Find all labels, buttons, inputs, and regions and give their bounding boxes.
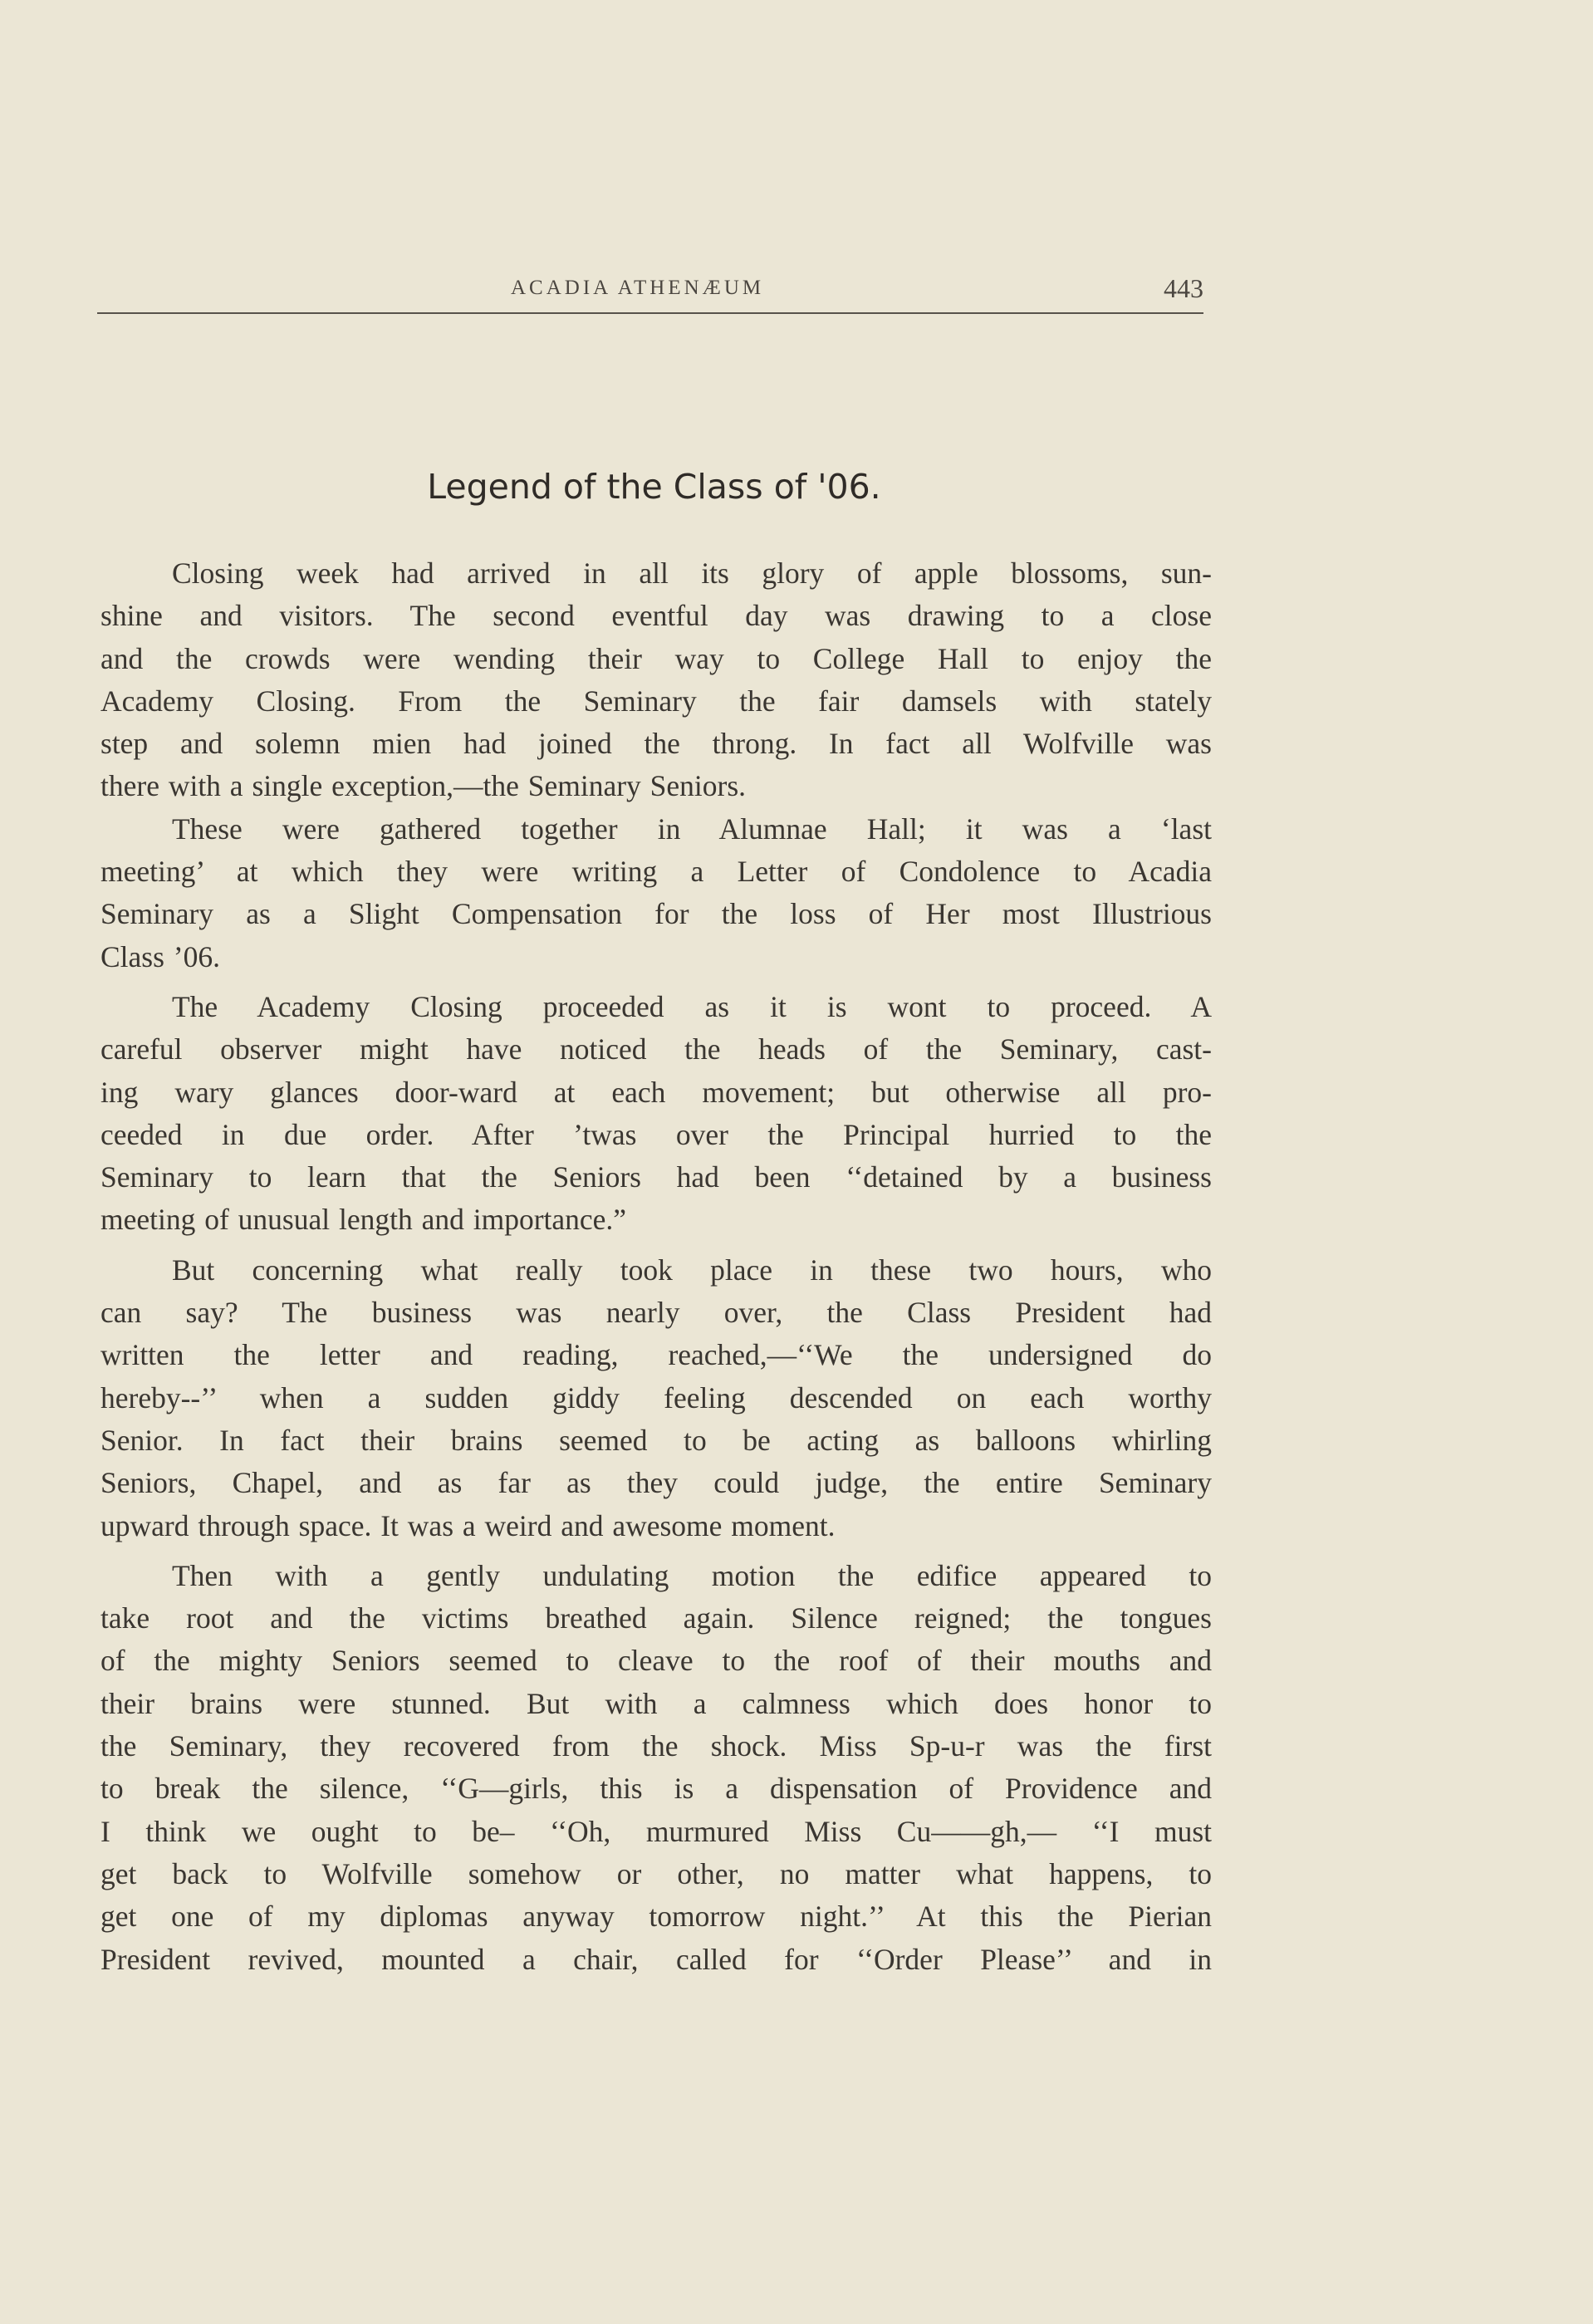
text-line: can say? The business was nearly over, the Class President had (100, 1296, 1212, 1330)
article-title: Legend of the Class of '06. (427, 467, 881, 507)
text-line: Class ’06. (100, 939, 220, 973)
header-rule (97, 312, 1203, 314)
journal-name: ACADIA ATHENÆUM (511, 277, 765, 299)
text-line: take root and the victims breathed again. Silence reigned; the tongues (100, 1601, 1212, 1635)
text-line: ing wary glances door-ward at each movement; but otherwise all pro- (100, 1075, 1212, 1109)
text-line: to break the silence, ‘‘G—girls, this is a dispensation of Providence and (100, 1772, 1212, 1806)
text-line: Seminary to learn that the Seniors had been ‘‘detained by a business (100, 1160, 1212, 1194)
text-line: there with a single exception,—the Seminary Seniors. (100, 769, 747, 803)
text-line: I think we ought to be– ‘‘Oh, murmured Miss Cu——gh,— ‘‘I must (100, 1814, 1212, 1848)
text-line: Then with a gently undulating motion the edifice appeared to (172, 1558, 1212, 1592)
text-line: their brains were stunned. But with a calmness which does honor to (100, 1686, 1212, 1720)
text-line: of the mighty Seniors seemed to cleave to the roof of their mouths and (100, 1644, 1212, 1678)
text-line: and the crowds were wending their way to College Hall to enjoy the (100, 641, 1212, 675)
paragraph (100, 552, 1212, 808)
text-line: Senior. In fact their brains seemed to be acting as balloons whirling (100, 1423, 1212, 1457)
paragraph (100, 986, 1212, 1242)
text-line: President revived, mounted a chair, called for ‘‘Order Please’’ and in (100, 1942, 1212, 1976)
text-line: get back to Wolfville somehow or other, no matter what happens, to (100, 1856, 1212, 1890)
paragraph-gap (100, 1242, 1212, 1249)
text-line: meeting’ at which they were writing a Letter of Condolence to Acadia (100, 855, 1212, 889)
text-line: get one of my diplomas anyway tomorrow night.’’ At this the Pierian (100, 1900, 1212, 1934)
text-line: meeting of unusual length and importance.” (100, 1203, 627, 1237)
text-line: Seniors, Chapel, and as far as they could judge, the entire Seminary (100, 1466, 1212, 1500)
text-line: But concerning what really took place in these two hours, who (172, 1253, 1212, 1287)
text-line: hereby--’’ when a sudden giddy feeling descended on each worthy (100, 1380, 1212, 1415)
paragraph-gap (100, 1547, 1212, 1555)
text-line: step and solemn mien had joined the throng. In fact all Wolfville was (100, 727, 1212, 761)
page-number: 443 (1164, 273, 1203, 303)
text-line: The Academy Closing proceeded as it is wont to proceed. A (172, 989, 1212, 1023)
paragraph (100, 1249, 1212, 1547)
text-line: careful observer might have noticed the heads of the Seminary, cast- (100, 1032, 1212, 1066)
paragraph-gap (100, 978, 1212, 986)
text-line: These were gathered together in Alumnae Hall; it was a ‘last (172, 811, 1212, 846)
paragraph (100, 1555, 1212, 1981)
text-line: shine and visitors. The second eventful day was drawing to a close (100, 599, 1212, 633)
text-line: the Seminary, they recovered from the shock. Miss Sp-u-r was the first (100, 1729, 1212, 1763)
text-line: upward through space. It was a weird and awesome moment. (100, 1508, 836, 1542)
text-line: Seminary as a Slight Compensation for the loss of Her most Illustrious (100, 897, 1212, 931)
running-head (97, 270, 1203, 316)
text-line: written the letter and reading, reached,—‘‘We the undersigned do (100, 1338, 1212, 1372)
text-line: Closing week had arrived in all its glory of apple blossoms, sun- (172, 556, 1212, 590)
article-body (100, 552, 1212, 1981)
paragraph (100, 808, 1212, 978)
text-line: Academy Closing. From the Seminary the fair damsels with stately (100, 684, 1212, 718)
text-line: ceeded in due order. After ’twas over the Principal hurried to the (100, 1117, 1212, 1151)
